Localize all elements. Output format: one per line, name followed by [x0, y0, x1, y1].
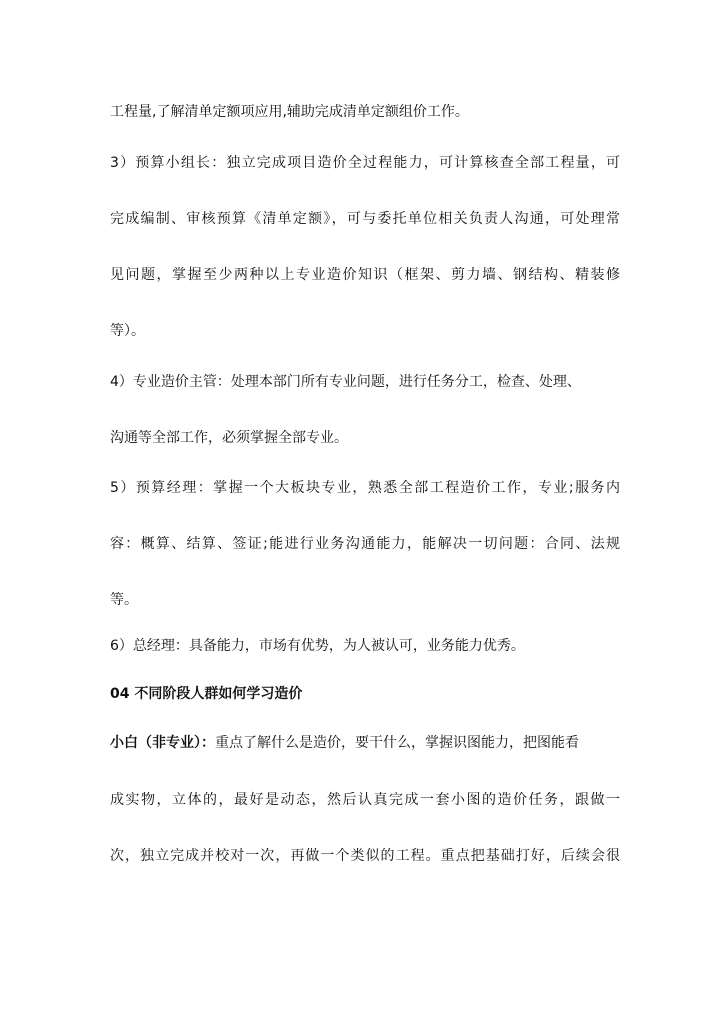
text-line: 4）专业造价主管：处理本部门所有专业问题，进行任务分工，检查、处理、 — [110, 374, 581, 390]
text-line: 工程量,了解清单定额项应用,辅助完成清单定额组价工作。 — [110, 104, 469, 120]
text-line: 等）。 — [110, 323, 145, 339]
section-heading: 04 不同阶段人群如何学习造价 — [110, 686, 303, 702]
text-line: 次，独立完成并校对一次，再做一个类似的工程。重点把基础打好，后续会很 — [110, 848, 620, 864]
text-line: 容：概算、结算、签证;能进行业务沟通能力，能解决一切问题：合同、法规 — [110, 536, 620, 552]
text-line: 3）预算小组长：独立完成项目造价全过程能力，可计算核查全部工程量，可 — [110, 155, 620, 171]
text-line: 见问题，掌握至少两种以上专业造价知识（框架、剪力墙、钢结构、精装修 — [110, 267, 620, 283]
text-line: 5）预算经理：掌握一个大板块专业，熟悉全部工程造价工作，专业;服务内 — [110, 480, 620, 496]
text-line: 等。 — [110, 592, 138, 608]
text-line: 完成编制、审核预算《清单定额》，可与委托单位相关负责人沟通，可处理常 — [110, 211, 620, 227]
xiaobai-label: 小白（非专业）： — [110, 735, 215, 751]
text-line: 沟通等全部工作，必须掌握全部专业。 — [110, 430, 348, 446]
paragraph-first-line — [110, 733, 620, 753]
xiaobai-first-line-text: 重点了解什么是造价，要干什么，掌握识图能力，把图能看 — [215, 735, 579, 751]
text-line: 成实物，立体的，最好是动态，然后认真完成一套小图的造价任务，跟做一 — [110, 792, 620, 808]
text-line: 6）总经理：具备能力，市场有优势，为人被认可，业务能力优秀。 — [110, 638, 525, 654]
